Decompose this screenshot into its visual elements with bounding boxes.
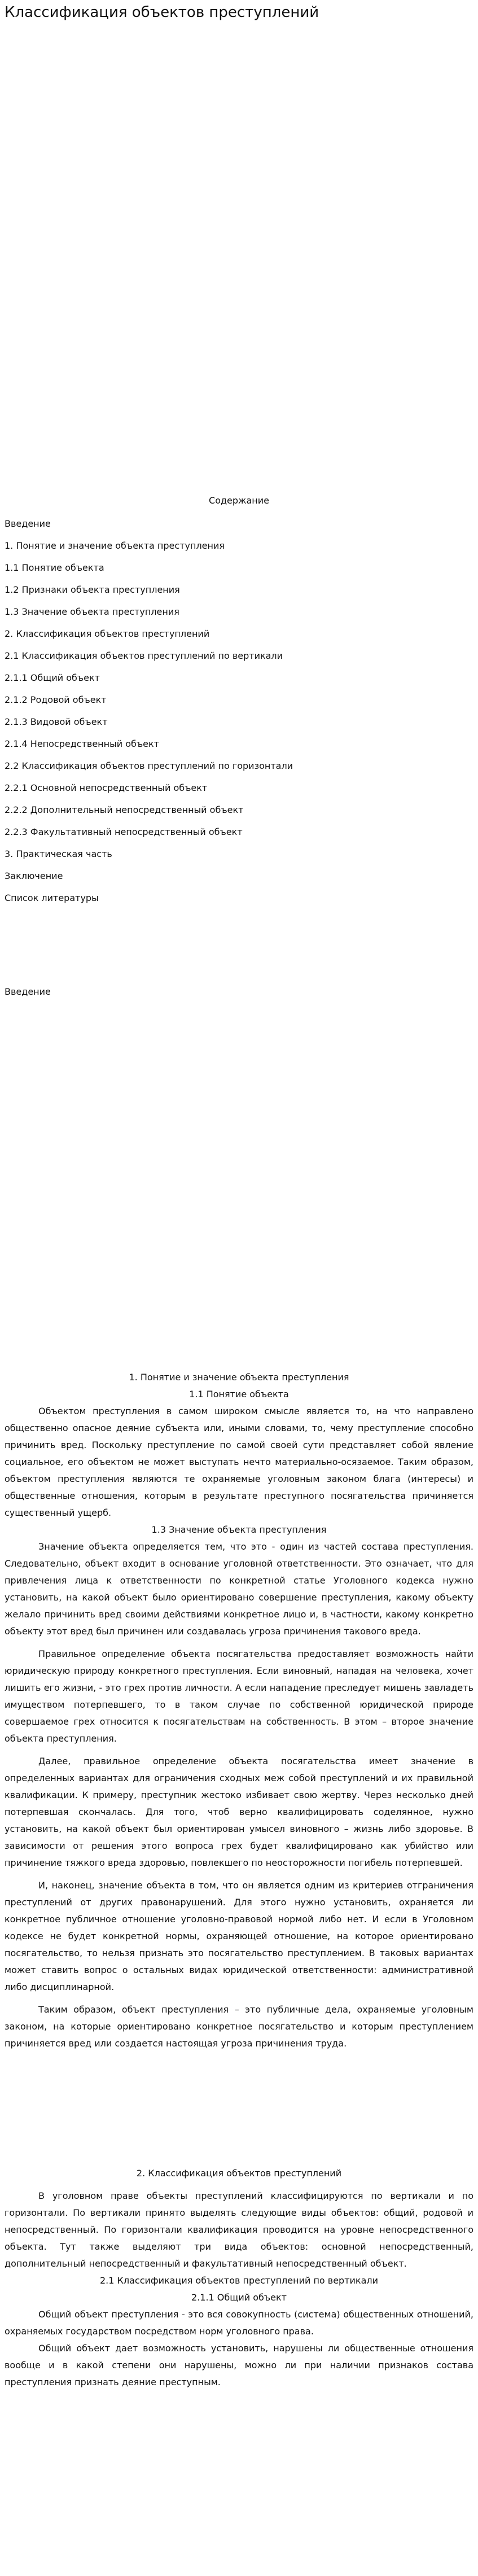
toc-item[interactable]: Заключение <box>5 871 63 881</box>
toc-item[interactable]: Список литературы <box>5 893 99 903</box>
paragraph: Далее, правильное определение объекта посягательства имеет значение в определенных вариантах для ограничения сходных меж собой преступлений и их правильной квалификации. К примеру, преступник жестоко избивает свою жертву. Через несколько дней потерпевшая скончалась. Для того, чтоб верно квалифицировать соделянное, нужно установить, на какой объект был ориентирован умысел виновного – жизнь либо здоровье. В зависимости от решения этого вопроса грех будет квалифицировано как убийство или причинение тяжкого вреда здоровью, повлекшего по неосторожности погибель потерпевшей. <box>5 1756 473 1868</box>
paragraph: Общий объект преступления - это вся совокупность (система) общественных отношений, охраняемых государством посредством норм уголовного права. <box>5 2309 473 2337</box>
section1-1-heading: 1.1 Понятие объекта <box>189 1389 289 1399</box>
toc-item[interactable]: 2.2.3 Факультативный непосредственный объект <box>5 826 243 837</box>
section2-1-heading: 2.1 Классификация объектов преступлений по вертикали <box>99 2275 379 2286</box>
document-title: Классификация объектов преступлений <box>5 4 319 21</box>
toc-item[interactable]: 3. Практическая часть <box>5 849 112 859</box>
table-of-contents <box>5 513 293 909</box>
section2-heading: 2. Классификация объектов преступлений <box>136 2168 342 2179</box>
paragraph: В уголовном праве объекты преступлений классифицируются по вертикали и по горизонтали. По вертикали принято выделять следующие виды объектов: общий, родовой и непосредственный. По горизонтали квалификация проводится на уровне непосредственного объекта. Тут также выделяют три вида объектов: основной непосредственный, дополнительный непосредственный и факультативный непосредственный объект. <box>5 2190 473 2269</box>
intro-heading: Введение <box>5 986 51 997</box>
toc-item[interactable]: Введение <box>5 518 51 529</box>
toc-item[interactable]: 1. Понятие и значение объекта преступления <box>5 540 225 551</box>
toc-item[interactable]: 1.2 Признаки объекта преступления <box>5 584 180 595</box>
toc-item[interactable]: 1.3 Значение объекта преступления <box>5 606 179 617</box>
paragraph: Общий объект дает возможность установить, нарушены ли общественные отношения вообще и в какой степени они нарушены, можно ли при наличии признаков состава преступления признать деяние преступным. <box>5 2343 473 2387</box>
toc-item[interactable]: 2.1.2 Родовой объект <box>5 694 107 705</box>
paragraph: Объектом преступления в самом широком смысле является то, на что направлено общественно опасное деяние субъекта или, иными словами, то, чему преступление способно причинить вред. Поскольку преступление по самой своей сути представляет собой явление социальное, его объектом не может выступать нечто материально-осязаемое. Таким образом, объектом преступления являются те охраняемые уголовным законом блага (интересы) и общественные отношения, которым в результате преступного посягательства причиняется существенный ущерб. <box>5 1406 473 1518</box>
section1-heading: 1. Понятие и значение объекта преступления <box>129 1372 349 1383</box>
toc-item[interactable]: 2.2 Классификация объектов преступлений по горизонтали <box>5 760 293 771</box>
toc-item[interactable]: 2. Классификация объектов преступлений <box>5 628 210 639</box>
toc-item[interactable]: 2.1.1 Общий объект <box>5 672 100 683</box>
toc-item[interactable]: 1.1 Понятие объекта <box>5 562 104 573</box>
toc-item[interactable]: 2.1.3 Видовой объект <box>5 716 108 727</box>
paragraph: И, наконец, значение объекта в том, что он является одним из критериев отграничения преступлений от других правонарушений. Для этого нужно установить, охраняется ли конкретное публичное отношение уголовно-правовой нормой либо нет. И если в Уголовном кодексе не будет конкретной нормы, охраняющей отношение, на которое ориентировано посягательство, то нельзя признать это посягательство преступлением. В таковых вариантах может ставить вопрос о остальных видах юридической ответственности: административной либо дисциплинарной. <box>5 1880 473 1992</box>
paragraph: Значение объекта определяется тем, что это - один из частей состава преступления. Следовательно, объект входит в основание уголовной ответственности. Это означает, что для привлечения лица к ответственности по конкретной статье Уголовного кодекса нужно установить, на какой объект было ориентировано совершение преступления, какому объекту желало причинить вред своими действиями конкретное лицо и, в частности, какому конкретно объекту этот вред был причинен или создавалась угроза причинения такового вреда. <box>5 1541 473 1637</box>
toc-item[interactable]: 2.1.4 Непосредственный объект <box>5 738 159 749</box>
section2-1-1-heading: 2.1.1 Общий объект <box>191 2292 287 2303</box>
document-body <box>5 1369 473 2391</box>
paragraph: Правильное определение объекта посягательства предоставляет возможность найти юридическую природу конкретного преступления. Если виновный, нападая на человека, хочет лишить его жизни, - это грех против личности. А если нападение преследует мишень завладеть имуществом потерпевшего, то в таком случае по собственной юридической природе совершаемое грех относится к посягательствам на собственность. В этом – второе значение объекта преступления. <box>5 1648 473 1744</box>
section1-3-heading: 1.3 Значение объекта преступления <box>151 1524 327 1535</box>
toc-item[interactable]: 2.2.1 Основной непосредственный объект <box>5 782 208 793</box>
toc-heading: Содержание <box>209 495 269 506</box>
paragraph: Таким образом, объект преступления – это публичные дела, охраняемые уголовным законом, на которые ориентировано конкретное посягательство и которым преступлением причиняется вред или создается настоящая угроза причинения труда. <box>5 2004 473 2049</box>
toc-item[interactable]: 2.2.2 Дополнительный непосредственный объект <box>5 804 244 815</box>
toc-item[interactable]: 2.1 Классификация объектов преступлений по вертикали <box>5 650 283 661</box>
